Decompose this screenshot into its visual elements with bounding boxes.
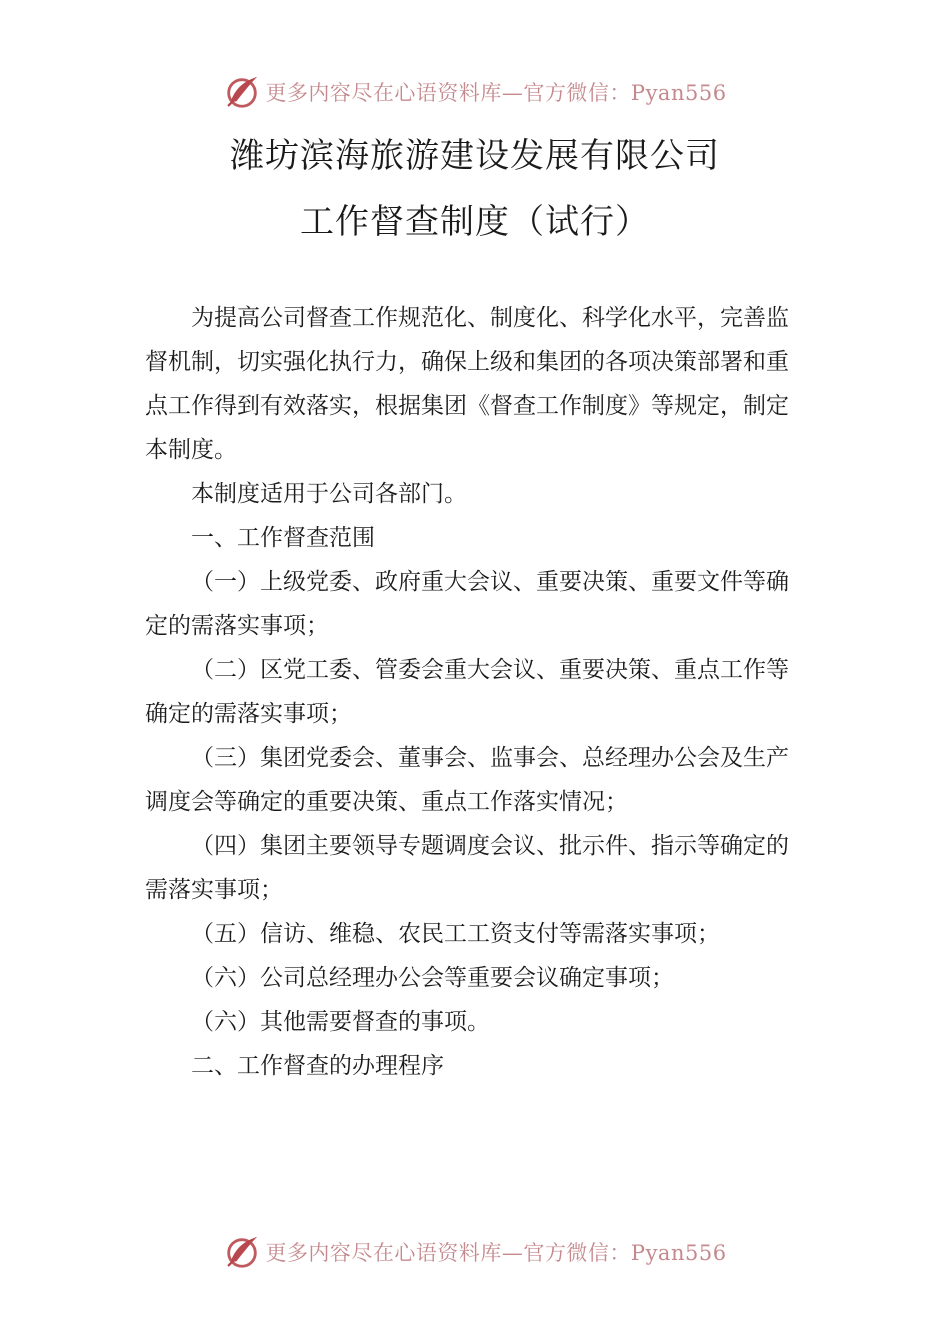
section-heading: 二、工作督查的办理程序 [191, 1053, 444, 1079]
list-item: （六）公司总经理办公会等重要会议确定事项； [191, 965, 674, 991]
document-subtitle: 工作督查制度（试行） [300, 202, 650, 242]
section-heading: 一、工作督查范围 [191, 525, 375, 551]
list-item: （四）集团主要领导专题调度会议、批示件、指示等确定的需落实事项； [145, 833, 789, 903]
list-item: （一）上级党委、政府重大会议、重要决策、重要文件等确定的需落实事项； [145, 569, 789, 639]
logo-icon [223, 73, 261, 111]
watermark-banner-bottom [0, 1232, 950, 1272]
logo-icon [223, 1233, 261, 1271]
list-item: （六）其他需要督查的事项。 [191, 1009, 490, 1035]
document-title: 潍坊滨海旅游建设发展有限公司 [230, 136, 720, 176]
watermark-banner-top [0, 72, 950, 112]
paragraph: 为提高公司督查工作规范化、制度化、科学化水平，完善监督机制，切实强化执行力，确保上级和集团的各项决策部署和重点工作得到有效落实，根据集团《督查工作制度》等规定，制定本制度。 [145, 305, 789, 463]
list-item: （三）集团党委会、董事会、监事会、总经理办公会及生产调度会等确定的重要决策、重点工作落实情况； [145, 745, 789, 815]
document-body [145, 296, 810, 1088]
watermark-text: 更多内容尽在心语资料库—官方微信：Pyan556 [265, 1241, 727, 1265]
list-item: （五）信访、维稳、农民工工资支付等需落实事项； [191, 921, 720, 947]
paragraph: 本制度适用于公司各部门。 [191, 481, 467, 507]
watermark-text: 更多内容尽在心语资料库—官方微信：Pyan556 [265, 81, 727, 105]
list-item: （二）区党工委、管委会重大会议、重要决策、重点工作等确定的需落实事项； [145, 657, 789, 727]
